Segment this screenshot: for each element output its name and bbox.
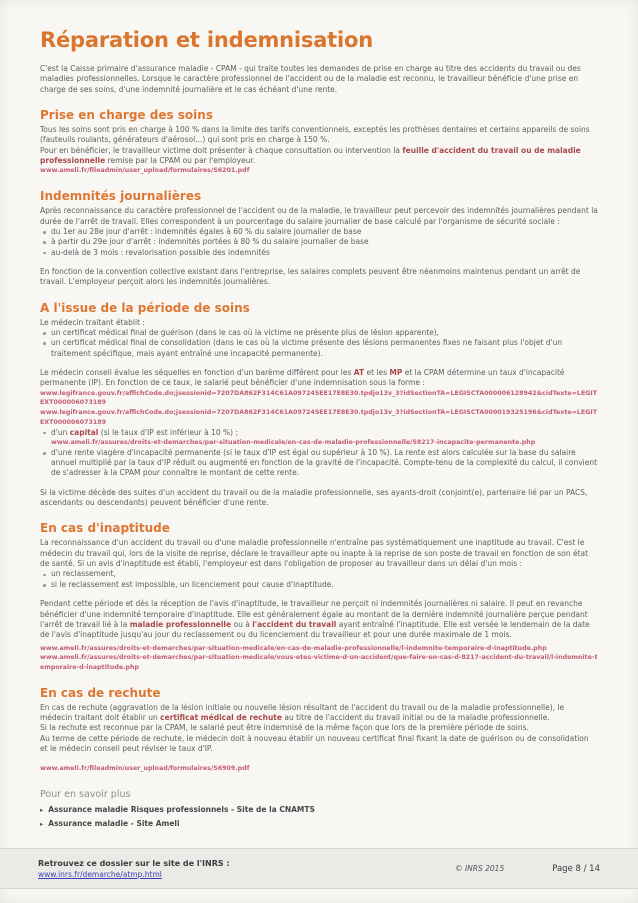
paragraph: Tous les soins sont pris en charge à 100 % dans la limite des tarifs conventionnels, exceptés les prothèses dentaires et certains appareils de soins (fauteuils roulants, générateurs d'aérosol...) qui sont pris en charge à 150 %. — [40, 125, 590, 145]
arrow-right-icon: ▸ — [40, 805, 44, 814]
section-heading: En cas de rechute — [40, 685, 161, 700]
emphasis-maladie-professionnelle: maladie professionnelle — [129, 619, 232, 629]
paragraph — [40, 146, 598, 167]
emphasis-feuille-accident: feuille d'accident du travail ou de maladie professionnelle — [40, 145, 581, 166]
list-item: un certificat médical final de guérison (dans le cas où la victime ne présente plus de lésion apparente), — [40, 328, 598, 338]
page-title: Réparation et indemnisation — [40, 28, 373, 52]
paragraph — [40, 703, 598, 724]
bullet-list — [40, 428, 598, 479]
list-item: d'une rente viagère d'incapacité permanente (si le taux d'IP est égal ou supérieur à 10 %). La rente est alors calculée sur la base du salaire annuel multiplié par la taux d'IP réduit ou augmenté en fonction de la gravité de l'incapacité. Compte-tenu de la complexité du calcul, il convient de s'adresser à la CPAM pour connaître le montant de cette rente. — [40, 448, 598, 479]
paragraph: Si la rechute est reconnue par la CPAM, le salarié peut être indemnisé de la même façon que lors de la première période de soins. — [40, 723, 529, 733]
section-heading: Prise en charge des soins — [40, 108, 213, 123]
more-link-item[interactable] — [40, 805, 598, 814]
text-run: au titre de l'accident du travail initial ou de la maladie professionnelle. — [281, 713, 550, 723]
more-heading: Pour en savoir plus — [40, 789, 131, 801]
bullet-list — [40, 569, 598, 590]
list-item: un certificat médical final de consolidation (dans le cas où la victime présente des lésions permanentes fixes ne faisant plus l'objet d'un traitement spécifique, mais ayant entraîné une incapacité permanente). — [40, 338, 598, 359]
text-run: et la CPAM détermine un taux d'incapacité permanente (IP). En fonction de ce taux, le salarié peut bénéficier d'une indemnisation sous la forme : — [40, 367, 565, 388]
emphasis-at: AT — [353, 367, 365, 377]
paragraph: La reconnaissance d'un accident du travail ou d'une maladie professionnelle n'entraîne pas systématiquement une inaptitude au travail. C'est le médecin du travail qui, lors de la visite de reprise, déclare le travailleur apte ou inapte à la reprise de son poste de travail en fonction de son état de santé. Si un avis d'inaptitude est établi, l'employeur est dans l'obligation de proposer au travailleur dans un délai d'un mois : — [40, 538, 589, 569]
paragraph — [40, 368, 598, 389]
bullet-list — [40, 328, 598, 359]
list-item: du 1er au 28e jour d'arrêt : indemnités égales à 60 % du salaire journalier de base — [40, 227, 598, 237]
link-legifrance-1[interactable]: www.legifrance.gouv.fr/affichCode.do;jsessionid=7207DA862F314C61A097245EE17E8E30.tpdjo13v_3?idSectionTA=LEGISCTA000006128942&cidTexte=LEGITEXT000006073189 — [40, 389, 598, 407]
bullet-list — [40, 227, 598, 258]
link-group — [40, 644, 598, 673]
footer-label: Retrouvez ce dossier sur le site de l'INRS : — [38, 858, 230, 868]
more-link-item[interactable] — [40, 819, 598, 828]
section-indemnites-journalieres — [40, 189, 598, 287]
link-legifrance-2[interactable]: www.legifrance.gouv.fr/affichCode.do;jsessionid=7207DA862F314C61A097245EE17E8E30.tpdjo13v_3?idSectionTA=LEGISCTA000019325196&cidTexte=LEGITEXT000006073189 — [40, 409, 598, 426]
text-run: ou à — [231, 619, 253, 629]
section-issue-periode-soins — [40, 301, 598, 509]
paragraph: Si la victime décède des suites d'un accident du travail ou de la maladie professionnelle, ses ayants-droit (conjoint(e), partenaire lié par un PACS, ascendants ou descendants) peuvent bénéficier d'une rente. — [40, 487, 588, 508]
text-run: Pendant cette période et dès la réception de l'avis d'inaptitude, le travailleur ne perçoit ni indemnités journalières ni salaire. Il peut en revanche bénéficier d'une indemnité temporaire d'inaptitude. Elle est généralement égale au montant de la dernière indemnité journalière perçue pendant l'arrêt de travail lié à la — [40, 599, 588, 629]
section-rechute — [40, 686, 598, 773]
text-run: Le médecin conseil évalue les séquelles en fonction d'un barème différent pour les — [40, 367, 354, 377]
list-item: au-delà de 3 mois : revalorisation possible des indemnités — [40, 248, 598, 258]
pour-en-savoir-plus — [40, 789, 598, 828]
text-run: (si le taux d'IP est inférieur à 10 %) ; — [98, 427, 239, 437]
list-item — [40, 428, 598, 448]
section-heading: Indemnités journalières — [40, 189, 202, 204]
list-item: si le reclassement est impossible, un licenciement pour cause d'inaptitude. — [40, 580, 598, 590]
paragraph: En fonction de la convention collective existant dans l'entreprise, les salaires complets peuvent être néanmoins maintenus pendant un arrêt de travail. L'employeur perçoit alors les indemnités journalières. — [40, 266, 581, 287]
footer-inrs-link[interactable]: www.inrs.fr/demarche/atmp.html — [38, 869, 162, 879]
paragraph: Après reconnaissance du caractère professionnel de l'accident ou de la maladie, le travailleur peut percevoir des indemnités journalières pendant la durée de l'arrêt de travail. Elles correspondent à un pourcentage du salaire journalier de base calculé par l'organisme de sécurité sociale : — [40, 206, 598, 226]
list-item: à partir du 29e jour d'arrêt : indemnités portées à 80 % du salaire journalier de base — [40, 237, 598, 247]
emphasis-capital: capital — [69, 427, 99, 437]
text-run: d'un — [51, 427, 70, 437]
link-formulaire-s6201[interactable]: www.ameli.fr/fileadmin/user_upload/formulaires/S6201.pdf — [40, 167, 250, 175]
paragraph: Au terme de cette période de rechute, le médecin doit à nouveau établir un nouveau certificat final fixant la date de guérison ou de consolidation et le médecin conseil peut réviser le taux d'IP. — [40, 733, 589, 754]
section-inaptitude — [40, 521, 598, 672]
text-run: ayant entraîné l'inaptitude. Elle est versée le lendemain de la date de l'avis d'inaptitude jusqu'au jour du reclassement ou du licenciement du travailleur et pour une durée maximale de 1 mois. — [40, 619, 590, 640]
list-item: un reclassement, — [40, 569, 598, 579]
emphasis-mp: MP — [389, 367, 403, 377]
text-run: Pour en bénéficier, le travailleur victime doit présenter à chaque consultation ou intervention la — [40, 145, 403, 155]
emphasis-accident-du-travail: l'accident du travail — [252, 619, 337, 629]
link-ameli-indemnite-temporaire-at[interactable]: www.ameli.fr/assures/droits-et-demarches/par-situation-medicale/vous-etes-victime-d-un-accident/que-faire-en-cas-d-8217-accident-du-travail/l-indemnite-temporaire-d-inaptitude.php — [40, 654, 598, 672]
more-link-label: Assurance maladie Risques professionnels - Site de la CNAMTS — [48, 805, 315, 815]
more-link-label: Assurance maladie - Site Ameli — [48, 819, 180, 829]
text-run: remise par la CPAM ou par l'employeur. — [105, 156, 256, 166]
arrow-right-icon: ▸ — [40, 819, 44, 828]
footer-page-number: Page 8 / 14 — [552, 863, 600, 874]
text-run: En cas de rechute (aggravation de la lésion initiale ou nouvelle lésion résultant de l'accident du travail ou de la maladie professionnelle), le médecin traitant doit établir un — [40, 702, 565, 723]
footer — [0, 848, 638, 889]
link-formulaire-s6909[interactable]: www.ameli.fr/fileadmin/user_upload/formulaires/S6909.pdf — [40, 764, 250, 772]
paragraph: Le médecin traitant établit : — [40, 317, 145, 327]
section-heading: En cas d'inaptitude — [40, 521, 170, 536]
emphasis-certificat-rechute: certificat médical de rechute — [160, 713, 282, 723]
section-heading: A l'issue de la période de soins — [40, 300, 250, 315]
intro-paragraph: C'est la Caisse primaire d'assurance maladie - CPAM - qui traite toutes les demandes de prise en charge au titre des accidents du travail ou des maladies professionnelles. Lorsque le caractère professionnel de l'accident ou de la maladie est reconnu, le travailleur bénéficie d'une prise en charge de ses soins, d'une indemnité journalière et le cas échéant d'une rente. — [40, 64, 581, 94]
footer-copyright: © INRS 2015 — [455, 864, 505, 873]
link-ameli-incapacite-permanente[interactable]: www.ameli.fr/assures/droits-et-demarches/par-situation-medicale/en-cas-de-maladie-professionnelle/58217-incapacite-permanente.php — [51, 438, 536, 446]
section-prise-en-charge — [40, 108, 598, 176]
link-ameli-indemnite-temporaire-mp[interactable]: www.ameli.fr/assures/droits-et-demarches/par-situation-medicale/en-cas-de-maladie-professionnelle/l-indemnite-temporaire-d-inaptitude.php — [40, 644, 547, 652]
footer-left — [38, 859, 230, 879]
text-run: et les — [364, 367, 390, 377]
paragraph — [40, 599, 598, 640]
